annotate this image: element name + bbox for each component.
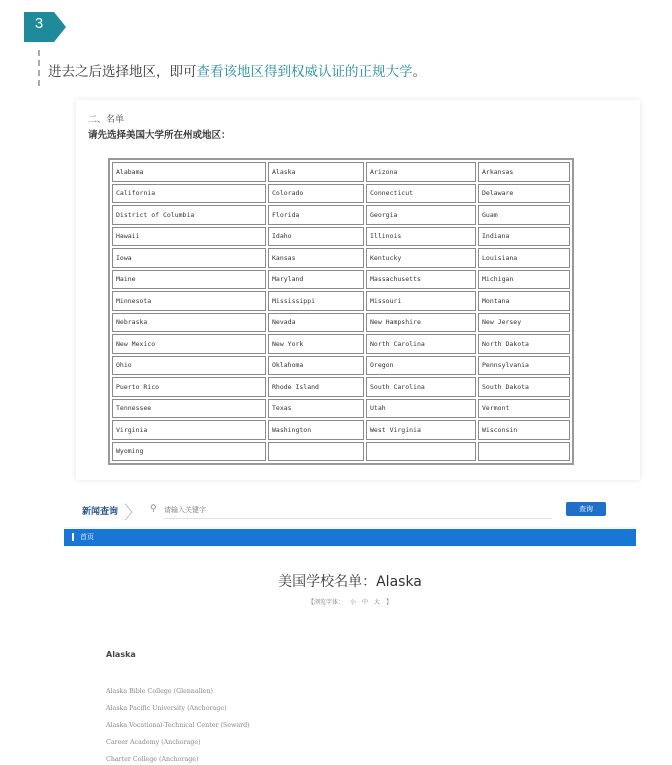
state-cell[interactable]: Kansas: [268, 248, 364, 268]
state-cell[interactable]: Maryland: [268, 270, 364, 290]
state-row: [112, 270, 570, 290]
state-cell[interactable]: Vermont: [478, 399, 570, 419]
content-card: [64, 547, 636, 765]
state-cell[interactable]: Oregon: [366, 356, 476, 376]
step-description: [48, 60, 426, 80]
state-row: [112, 291, 570, 311]
state-cell[interactable]: Idaho: [268, 227, 364, 247]
state-cell[interactable]: Montana: [478, 291, 570, 311]
state-cell[interactable]: Rhode Island: [268, 377, 364, 397]
font-size-selector: [64, 597, 636, 606]
state-cell[interactable]: Nevada: [268, 313, 364, 333]
nav-bar: [64, 529, 636, 546]
school-item: Alaska Bible College (Glennallen): [106, 688, 214, 695]
state-cell[interactable]: Guam: [478, 205, 570, 225]
school-list: [106, 683, 250, 765]
state-row: [112, 356, 570, 376]
state-cell[interactable]: Massachusetts: [366, 270, 476, 290]
state-cell[interactable]: Arkansas: [478, 162, 570, 182]
region-heading: Alaska: [106, 650, 136, 659]
search-input[interactable]: [164, 501, 554, 518]
step-number: 3: [34, 15, 44, 32]
empty-cell: [268, 442, 364, 462]
state-cell[interactable]: New Jersey: [478, 313, 570, 333]
state-cell[interactable]: Wisconsin: [478, 420, 570, 440]
state-cell[interactable]: Washington: [268, 420, 364, 440]
font-medium-option[interactable]: 中: [361, 599, 368, 606]
state-row: [112, 420, 570, 440]
state-row: [112, 334, 570, 354]
state-cell[interactable]: Mississippi: [268, 291, 364, 311]
state-cell[interactable]: Alabama: [112, 162, 266, 182]
state-row: [112, 184, 570, 204]
state-cell[interactable]: Ohio: [112, 356, 266, 376]
state-row: [112, 227, 570, 247]
state-cell[interactable]: Florida: [268, 205, 364, 225]
state-cell[interactable]: Pennsylvania: [478, 356, 570, 376]
state-cell[interactable]: Wyoming: [112, 442, 266, 462]
state-cell[interactable]: Kentucky: [366, 248, 476, 268]
font-small-option[interactable]: 小: [349, 599, 356, 606]
site-logo[interactable]: 新闻查询: [82, 507, 119, 517]
step-text-suffix: 。: [412, 64, 426, 80]
state-cell[interactable]: New Mexico: [112, 334, 266, 354]
state-cell[interactable]: Michigan: [478, 270, 570, 290]
empty-cell: [478, 442, 570, 462]
step-badge: [24, 12, 66, 42]
state-row: [112, 399, 570, 419]
state-row: [112, 442, 570, 462]
state-cell[interactable]: New Hampshire: [366, 313, 476, 333]
list-instruction: 请先选择美国大学所在州或地区：: [88, 130, 231, 141]
step-connector: [38, 50, 40, 90]
state-cell[interactable]: Utah: [366, 399, 476, 419]
state-cell[interactable]: Puerto Rico: [112, 377, 266, 397]
state-row: [112, 313, 570, 333]
state-cell[interactable]: Delaware: [478, 184, 570, 204]
state-cell[interactable]: West Virginia: [366, 420, 476, 440]
state-cell[interactable]: New York: [268, 334, 364, 354]
state-cell[interactable]: Louisiana: [478, 248, 570, 268]
school-item: Alaska Vocational-Technical Center (Seward): [106, 722, 250, 729]
search-icon: ⚲: [150, 504, 157, 514]
state-cell[interactable]: Maine: [112, 270, 266, 290]
nav-marker: [72, 533, 74, 541]
search-underline: [164, 518, 552, 519]
step-text-prefix: 进去之后选择地区，即可: [48, 64, 197, 80]
state-cell[interactable]: Connecticut: [366, 184, 476, 204]
state-cell[interactable]: Arizona: [366, 162, 476, 182]
step-text-highlight: 查看该地区得到权威认证的正规大学: [196, 64, 413, 80]
state-cell[interactable]: South Carolina: [366, 377, 476, 397]
state-cell[interactable]: Indiana: [478, 227, 570, 247]
state-cell[interactable]: Georgia: [366, 205, 476, 225]
search-button[interactable]: 查询: [566, 502, 606, 516]
state-row: [112, 248, 570, 268]
font-size-label: 【浏览字体：: [307, 599, 344, 606]
school-item: Career Academy (Anchorage): [106, 739, 201, 746]
state-cell[interactable]: North Dakota: [478, 334, 570, 354]
state-cell[interactable]: Iowa: [112, 248, 266, 268]
state-cell[interactable]: Oklahoma: [268, 356, 364, 376]
state-cell[interactable]: Tennessee: [112, 399, 266, 419]
page-title: 美国学校名单：Alaska: [278, 574, 422, 590]
list-section-title: 二、名单: [88, 115, 125, 125]
state-list-screenshot: [76, 100, 640, 480]
state-cell[interactable]: California: [112, 184, 266, 204]
state-cell[interactable]: Illinois: [366, 227, 476, 247]
empty-cell: [366, 442, 476, 462]
state-cell[interactable]: Virginia: [112, 420, 266, 440]
state-cell[interactable]: North Carolina: [366, 334, 476, 354]
state-table: [108, 158, 574, 465]
font-size-close: 】: [386, 599, 393, 606]
state-cell[interactable]: Missouri: [366, 291, 476, 311]
state-cell[interactable]: South Dakota: [478, 377, 570, 397]
state-row: [112, 205, 570, 225]
logo-divider-icon: 〉: [124, 503, 142, 524]
state-row: [112, 162, 570, 182]
school-item: Alaska Pacific University (Anchorage): [106, 705, 227, 712]
state-cell[interactable]: Minnesota: [112, 291, 266, 311]
state-cell[interactable]: Alaska: [268, 162, 364, 182]
site-header: [64, 495, 636, 527]
state-cell[interactable]: Colorado: [268, 184, 364, 204]
state-row: [112, 377, 570, 397]
font-large-option[interactable]: 大: [374, 599, 381, 606]
state-cell[interactable]: Texas: [268, 399, 364, 419]
state-cell[interactable]: District of Columbia: [112, 205, 266, 225]
school-item: Charter College (Anchorage): [106, 756, 199, 763]
state-cell[interactable]: Nebraska: [112, 313, 266, 333]
state-cell[interactable]: Hawaii: [112, 227, 266, 247]
nav-home-link[interactable]: 首页: [80, 533, 94, 541]
school-page-screenshot: [64, 495, 636, 765]
